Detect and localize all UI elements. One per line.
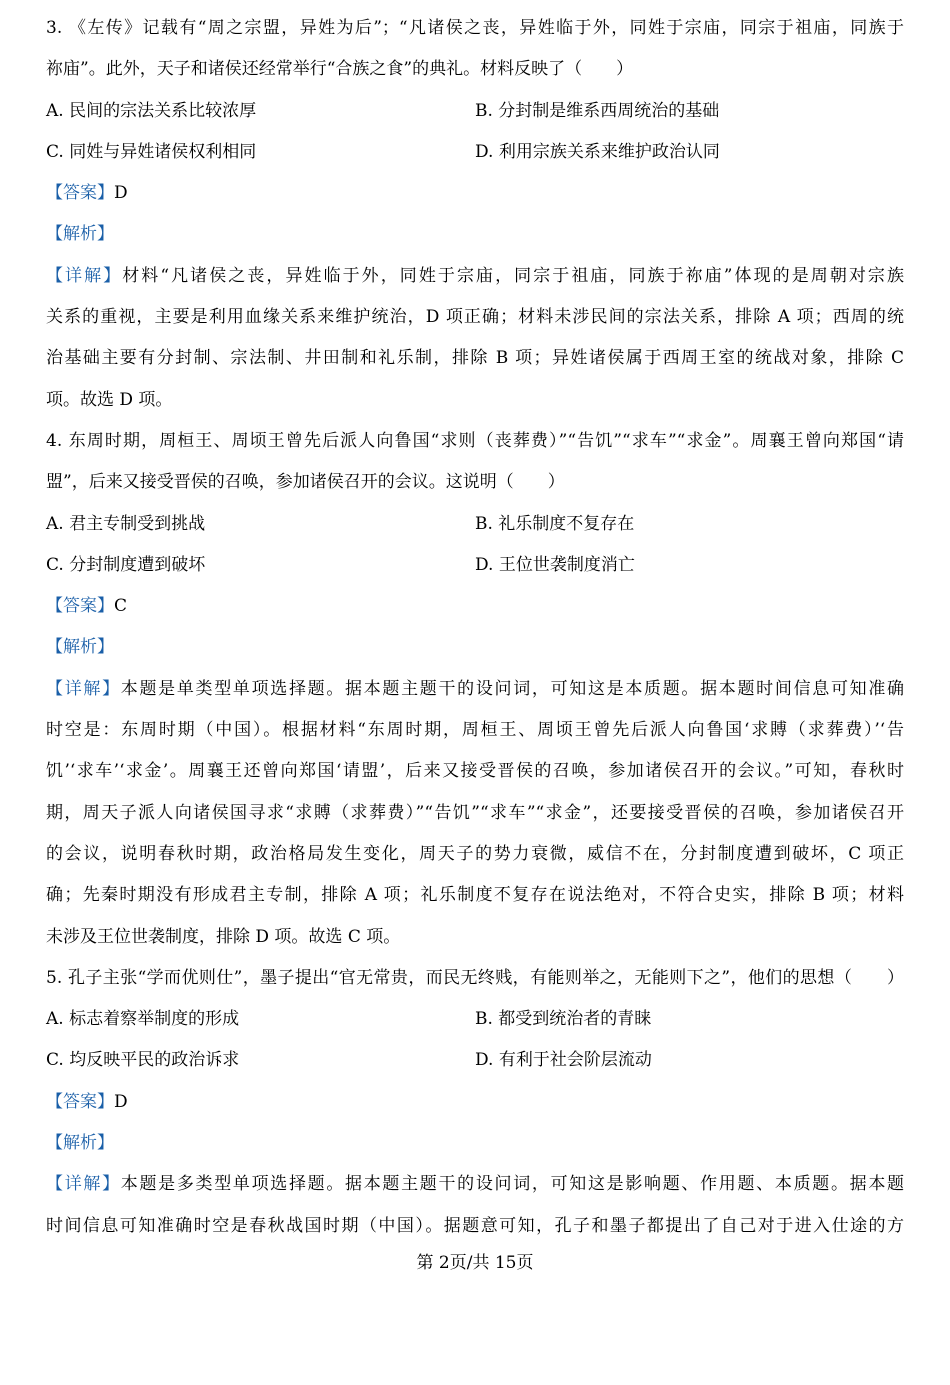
detail-tag: 【详解】 [46,265,123,286]
question-stem-line: 盟”，后来又接受晋侯的召唤，参加诸侯召开的会议。这说明（ ） [46,472,565,493]
detail-line: 期，周天子派人向诸侯国寻求“求賻（求葬费）”“告饥”“求车”“求金”，还要接受晋侯的召唤，参加诸侯召开 [46,802,904,823]
answer-value: D [114,183,128,204]
detail-text: 本题是多类型单项选择题。据本题主题干的设问词，可知这是影响题、作用题、本质题。据本题 [120,1174,904,1195]
detail-line [46,256,904,297]
detail-line: 确；先秦时期没有形成君主专制，排除 A 项；礼乐制度不复存在说法绝对，不符合史实，排除 B 项；材料 [46,885,904,906]
option-d: D. 有利于社会阶层流动 [475,1050,652,1071]
option-b: B. 礼乐制度不复存在 [475,513,635,534]
answer-value: D [114,1091,128,1112]
options-row [46,132,904,173]
question-3 [46,8,904,421]
option-d: D. 利用宗族关系来维护政治认同 [475,141,720,162]
options-row [46,504,904,545]
detail-line: 未涉及王位世袭制度，排除 D 项。故选 C 项。 [46,926,401,947]
document-page [46,8,904,1247]
options-row [46,1040,904,1081]
option-a: A. 标志着察举制度的形成 [46,1009,240,1030]
answer-line [46,1082,904,1123]
options-row [46,545,904,586]
options-row [46,91,904,132]
detail-tag: 【详解】 [46,678,121,699]
analysis-line [46,1123,904,1164]
question-stem-line: 5. 孔子主张“学而优则仕”，墨子提出“官无常贵，而民无终贱，有能则举之，无能则下之”，他们的思想（ ） [46,967,904,988]
detail-line: 时空是：东周时期（中国）。根据材料“东周时期，周桓王、周顷王曾先后派人向鲁国‘求賻（求葬费）’‘告 [46,720,904,741]
detail-text: 材料“凡诸侯之丧，异姓临于外，同姓于宗庙，同宗于祖庙，同族于祢庙”体现的是周朝对宗族 [122,265,904,286]
option-d: D. 王位世袭制度消亡 [475,554,635,575]
option-a: A. 君主专制受到挑战 [46,513,206,534]
options-row [46,999,904,1040]
page-footer: 第 2页/共 15页 [416,1253,534,1273]
question-5 [46,958,904,1247]
detail-line: 饥’‘求车’‘求金’。周襄王还曾向郑国‘请盟’，后来又接受晋侯的召唤，参加诸侯召开的会议。”可知，春秋时 [46,761,904,782]
detail-line: 治基础主要有分封制、宗法制、井田制和礼乐制，排除 B 项；异姓诸侯属于西周王室的统战对象，排除 C [46,348,904,369]
option-a: A. 民间的宗法关系比较浓厚 [46,100,257,121]
question-4 [46,421,904,958]
answer-tag: 【答案】 [46,183,114,204]
option-c: C. 均反映平民的政治诉求 [46,1050,240,1071]
answer-tag: 【答案】 [46,596,114,617]
option-b: B. 分封制是维系西周统治的基础 [475,100,720,121]
question-stem-line: 祢庙”。此外，天子和诸侯还经常举行“合族之食”的典礼。材料反映了（ ） [46,59,634,80]
analysis-line [46,214,904,255]
analysis-tag: 【解析】 [46,224,114,245]
answer-value: C [114,596,128,617]
question-stem-line: 4. 东周时期，周桓王、周顷王曾先后派人向鲁国“求则（丧葬费）”“告饥”“求车”“求金”。周襄王曾向郑国“请 [46,430,904,451]
answer-line [46,586,904,627]
option-c: C. 同姓与异姓诸侯权利相同 [46,141,257,162]
detail-text: 本题是单类型单项选择题。据本题主题干的设问词，可知这是本质题。据本题时间信息可知准确 [120,678,904,699]
detail-line: 关系的重视，主要是利用血缘关系来维护统治，D 项正确；材料未涉民间的宗法关系，排除 A 项；西周的统 [46,307,904,328]
analysis-tag: 【解析】 [46,1133,114,1154]
detail-line [46,1164,904,1205]
answer-tag: 【答案】 [46,1091,114,1112]
option-b: B. 都受到统治者的青睐 [475,1009,652,1030]
answer-line [46,173,904,214]
analysis-tag: 【解析】 [46,637,114,658]
option-c: C. 分封制度遭到破坏 [46,554,206,575]
detail-line: 项。故选 D 项。 [46,389,173,410]
detail-tag: 【详解】 [46,1174,121,1195]
detail-line [46,669,904,710]
detail-line: 时间信息可知准确时空是春秋战国时期（中国）。据题意可知，孔子和墨子都提出了自己对于进入仕途的方 [46,1215,904,1236]
analysis-line [46,627,904,668]
question-stem-line: 3. 《左传》记载有“周之宗盟，异姓为后”；“凡诸侯之丧，异姓临于外，同姓于宗庙，同宗于祖庙，同族于 [46,18,904,38]
detail-line: 的会议，说明春秋时期，政治格局发生变化，周天子的势力衰微，威信不在，分封制度遭到破坏，C 项正 [46,843,904,864]
